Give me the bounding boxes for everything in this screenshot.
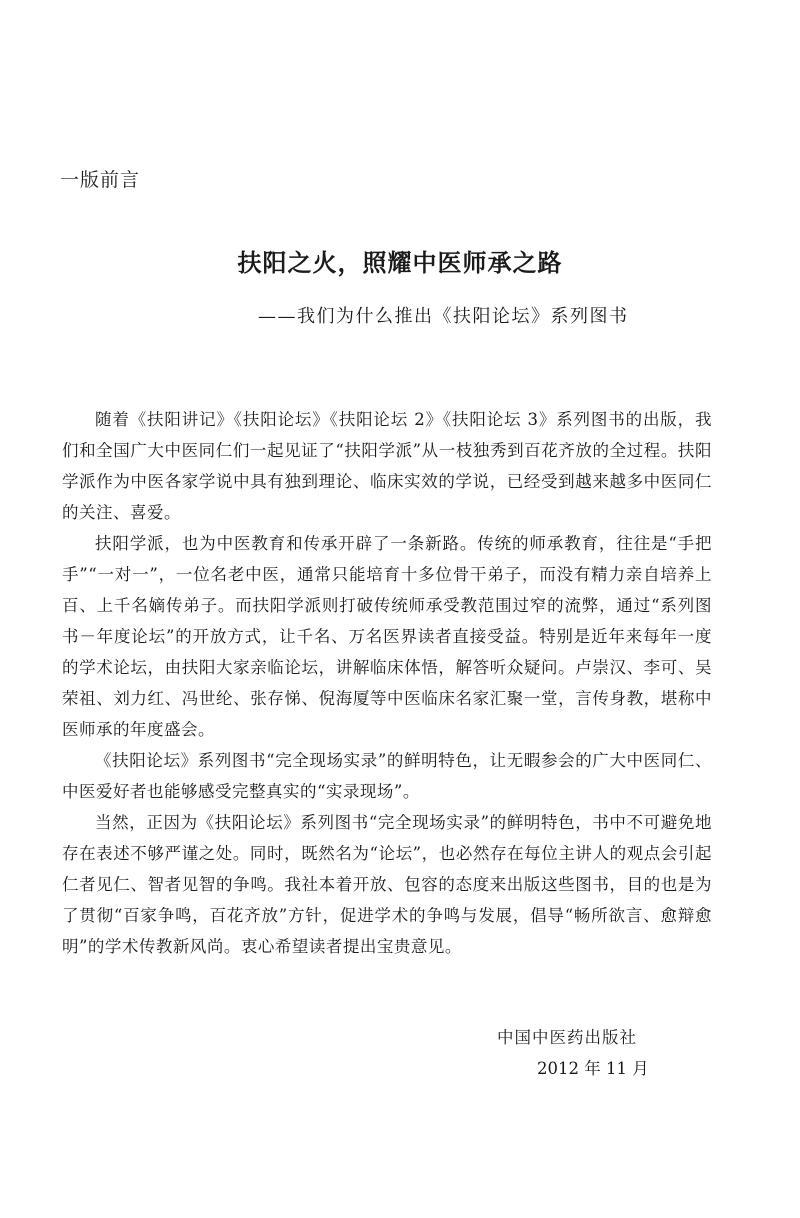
signature [497, 1022, 677, 1084]
section-label: 一版前言 [60, 169, 141, 191]
paragraph: 《扶阳论坛》系列图书“完全现场实录”的鲜明特色，让无暇参会的广大中医同仁、中医爱好者也能够感受完整真实的“实录现场”。 [62, 751, 712, 801]
paragraph: 扶阳学派，也为中医教育和传承开辟了一条新路。传统的师承教育，往往是“手把手”“一对一”，一位名老中医，通常只能培育十多位骨干弟子，而没有精力亲自培养上百、上千名嫡传弟子。而扶阳学派则打破传统师承受教范围过窄的流弊，通过“系列图书－年度论坛”的开放方式，让千名、万名医界读者直接受益。特别是近年来每年一度的学术论坛，由扶阳大家亲临论坛，讲解临床体悟，解答听众疑问。卢崇汉、李可、吴荣祖、刘力红、冯世纶、张存悌、倪海厦等中医临床名家汇聚一堂，言传身教，堪称中医师承的年度盛会。 [62, 534, 712, 739]
paragraph: 当然，正因为《扶阳论坛》系列图书“完全现场实录”的鲜明特色，书中不可避免地存在表述不够严谨之处。同时，既然名为“论坛”，也必然存在每位主讲人的观点会引起仁者见仁、智者见智的争鸣。我社本着开放、包容的态度来出版这些图书，目的也是为了贯彻“百家争鸣，百花齐放”方针，促进学术的争鸣与发展，倡导“畅所欲言、愈辩愈明”的学术传教新风尚。衷心希望读者提出宝贵意见。 [62, 813, 712, 956]
subtitle: ——我们为什么推出《扶阳论坛》系列图书 [258, 306, 629, 327]
main-title: 扶阳之火，照耀中医师承之路 [237, 249, 563, 277]
signature-date: 2012 年 11 月 [537, 1059, 649, 1078]
paragraph: 随着《扶阳讲记》《扶阳论坛》《扶阳论坛 2》《扶阳论坛 3》系列图书的出版，我们和全国广大中医同仁们一起见证了“扶阳学派”从一枝独秀到百花齐放的全过程。扶阳学派作为中医各家学说中具有独到理论、临床实效的学说，已经受到越来越多中医同仁的关注、喜爱。 [62, 410, 712, 522]
body-text [62, 404, 712, 962]
publisher-name: 中国中医药出版社 [497, 1028, 637, 1047]
